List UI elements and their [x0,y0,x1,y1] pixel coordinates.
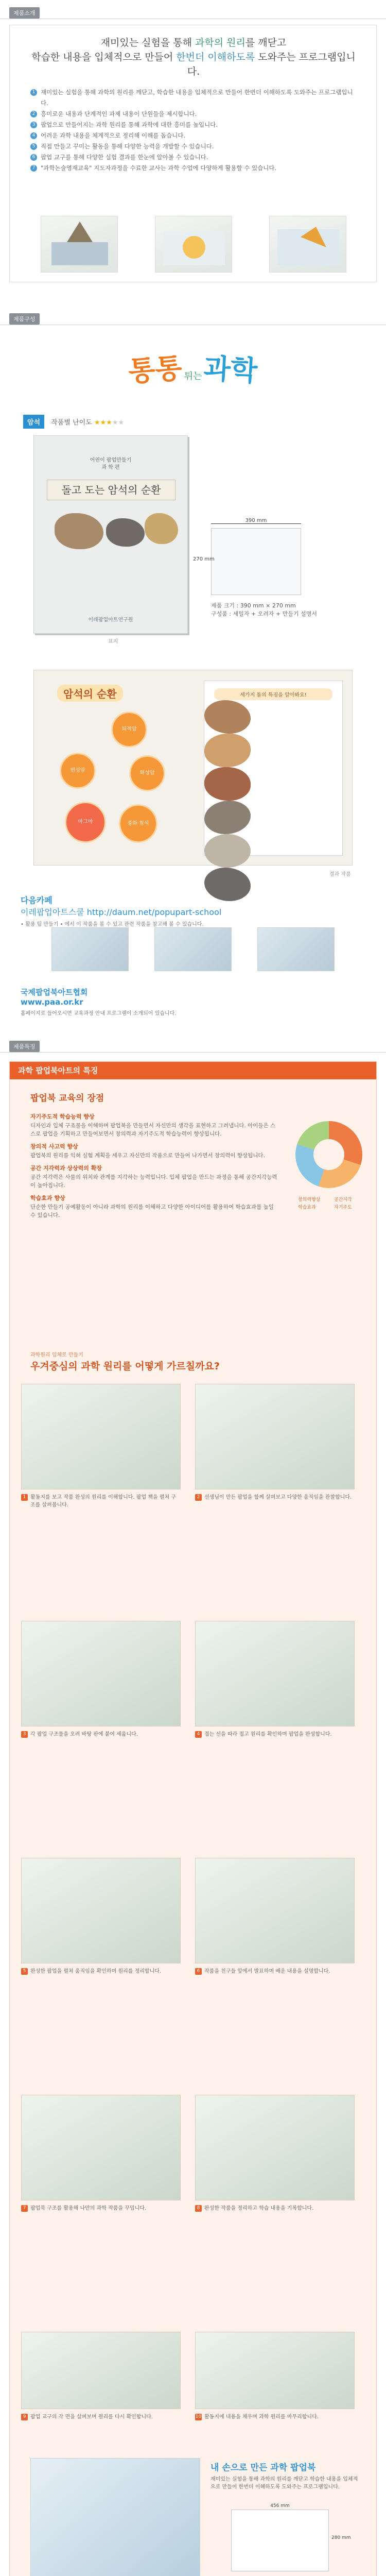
question-title: 우겨중심의 과학 원리를 어떻게 가르칠까요? [30,1361,220,1372]
donut-label: 창의력향상 [298,1197,321,1202]
step-card: 6 작품을 친구들 앞에서 발표하며 배운 내용을 설명합니다. [195,1858,355,1975]
step-card: 5 완성한 팝업을 펼쳐 움직임을 확인하며 원리를 정리합니다. [21,1858,181,1975]
screenshot-thumb [154,927,232,971]
step-photo [195,2332,355,2409]
height-label: 270 mm [193,556,215,562]
step-card: 8 완성한 작품을 정리하고 학습 내용을 기록합니다. [195,2095,355,2212]
book-series: 어린이 팝업만들기 [90,457,132,463]
intro-tagline: 재미있는 실험을 통해 과학의 원리를 깨닫고 학습한 내용을 입체적으로 만들어 한번더 이해하도록 도와주는 프로그램입니다. [31,37,356,77]
cycle-node: 마그마 [65,802,106,843]
size-diagram [211,528,301,595]
book-title: 돌고 도는 암석의 순환 [47,480,176,500]
cycle-node: 풍화·침식 [119,804,157,843]
rock-image [204,834,251,868]
association-reference: 국제팝업북아트협회 www.paa.or.kr 홈페이지로 들어오시면 교육과정 안내 프로그램이 소개되어 있습니다. [21,988,177,1016]
cycle-node: 퇴적암 [111,711,147,748]
donut-label: 자기주도 [334,1205,352,1210]
feature-section [9,1061,377,2576]
section-tag-structure: 제품구성 [9,313,40,325]
final-photo [30,2458,200,2576]
donut-label: 학습효과 [298,1205,316,1210]
spread-caption: 결과 작품 [329,872,351,877]
final-title: 내 손으로 만든 과학 팝업북 [210,2463,316,2473]
difficulty-label: 작품별 난이도 ★★★★★ [51,419,125,427]
screenshot-thumb [51,927,129,971]
panel-title: 세가지 돌의 특징을 알아봐요! [214,688,332,700]
publisher: 이레팝업아트연구원 [88,617,133,623]
benefit-donut [295,1121,362,1188]
cafe-description: • 활용 팁 만들기 • 에서 이 작품을 볼 수 있고 관련 작품을 참고해 볼 수 있습니다. [21,922,204,927]
feature-subtitle: 팝업북 교육의 장점 [30,1093,104,1104]
book-caption: 표지 [108,639,118,645]
final-description: 재미있는 실험을 통해 과학의 원리를 깨닫고 학습한 내용을 입체적으로 만들어 한번더 이해하도록 도와주는 프로그램입니다. [210,2477,358,2490]
step-photo [195,1384,355,1489]
step-photo [21,2332,181,2409]
list-item: 7 "과학논술영재교육" 지도자과정을 수료한 교사는 과학 수업에 다양하게 활용할 수 있습니다. [30,163,360,174]
association-link[interactable]: www.paa.or.kr [21,997,83,1007]
cycle-node: 화성암 [129,755,165,791]
rock-image [145,513,178,544]
rock-image [55,513,103,549]
list-item: 2 흥미로운 내용과 단계적인 과제 내용이 단원들을 제시합니다. [30,109,360,120]
step-photo [195,2095,355,2200]
book-subtitle: 과 학 편 [101,465,120,470]
step-card: 7 팝업북 구조를 활용해 나만의 과학 작품을 꾸밉니다. [21,2095,181,2212]
product-photo-2 [155,216,232,273]
rock-image [204,767,251,801]
cafe-reference: 다음카페 이레팝업아트스쿨 http://daum.net/popupart-school • 활용 팁 만들기 • 에서 이 작품을 볼 수 있고 관련 작품을 참고해 볼 수 있습니다. [21,894,365,927]
step-card: 9 팝업 교구의 각 면을 살펴보며 원리를 다시 확인합니다. [21,2332,181,2421]
step-photo [21,1384,181,1489]
divider [0,1052,386,1053]
step-card: 4 접는 선을 따라 접고 원리를 확인하며 팝업을 완성합니다. [195,1621,355,1738]
question-caption: 과학원리 입체로 만들기 [30,1352,83,1358]
rock-panel [204,681,343,856]
step-photo [21,1621,181,1726]
cafe-link[interactable]: http://daum.net/popupart-school [86,907,222,917]
rock-image [204,734,251,767]
rock-image [204,700,251,734]
feature-list: 자기주도적 학습능력 향상 디자인과 입체 구조물을 이해하며 팝업북을 만들면서 자신만의 생각을 표현하고 그려냅니다. 아이들은 스스로 팝업을 기획하고 만들어보면서 창의력과 자기주도적 학습능력이 향상됩니다. 창의적 사고력 향상 팝업북의 원리를 익혀 실험 계획을 세우고 자신만의 작품으로 만들어 나가면서 창의력이 향상됩니다. 공간 지각력과 상상력의 확장 공간 지각력은 사물의 위치와 관계를 지각하는 능력입니다. 입체 팝업을 만드는 과정을 통해 공간지각능력이 높아집니다. 학습효과 향상 단순한 만들기 공예활동이 아니라 과학의 원리를 이해하고 다양한 아이디어를 활용하여 학습효과를 높일 수 있습니다. [30,1113,277,1218]
product-spec: 제품 크기 : 390 mm × 270 mm 구성품 : 세밀자 + 오려자 + 만들기 설명서 [211,602,318,617]
cafe-name: 이레팝업아트스쿨 [21,907,84,917]
step-card: 1 활동지를 보고 작품 완성의 원리를 이해합니다. 팝업 책을 펼쳐 구조를 살펴봅니다. [21,1384,181,1509]
list-item: 4 어려운 과학 내용을 체계적으로 정리해 이해를 돕습니다. [30,130,360,141]
list-item: 3 팝업으로 만들어지는 과학 원리를 통해 과학에 대한 흥미를 높입니다. [30,120,360,130]
screenshot-thumb [257,927,335,971]
rock-image [106,518,145,547]
book-spread [33,670,353,866]
list-item: 6 팝업 교구를 통해 다양한 실험 결과를 한눈에 알아볼 수 있습니다. [30,152,360,163]
step-card: 2 선생님이 만든 팝업을 함께 살펴보고 다양한 움직임을 관찰합니다. [195,1384,355,1501]
product-photo-3 [269,216,346,273]
section-tag-detail: 제품특징 [9,1041,40,1052]
category-badge: 암석 [23,415,44,429]
width-label: 390 mm [211,518,301,524]
step-photo [21,2095,181,2200]
product-photo-1 [41,216,118,273]
step-card: 3 각 팝업 구조물을 오려 바탕 판에 붙여 세웁니다. [21,1621,181,1738]
donut-label: 공간지각 [334,1197,352,1202]
final-width-label: 456 mm [270,2503,290,2509]
intro-points [30,87,360,174]
cycle-node: 변성암 [60,753,96,789]
step-photo [195,1858,355,1963]
feature-header: 과학 팝업북아트의 특징 [10,1062,376,1079]
step-card: 10 활동지에 내용을 채우며 과학 원리를 마무리합니다. [195,2332,355,2421]
list-item: 5 직접 만들고 꾸미는 활동을 통해 다양한 능력을 개발할 수 있습니다. [30,141,360,152]
final-product [30,2458,360,2576]
final-size-diagram [231,2510,329,2571]
step-photo [21,1858,181,1963]
list-item: 1 재미있는 실험을 통해 과학의 원리를 깨닫고, 학습한 내용을 입체적으로 만들어 한번더 이해하도록 도와주는 프로그램입니다. [30,87,360,109]
book-cover [33,435,188,634]
final-height-label: 280 mm [331,2535,351,2540]
category-row [23,415,124,429]
rock-image [204,801,251,834]
step-photo [195,1621,355,1726]
brand-logo: 통통튀는과학 [127,351,259,388]
intro-box [9,25,377,282]
star-rating-icon: ★★★★★ [94,419,125,427]
section-tag-intro: 제품소개 [9,7,40,19]
spread-title: 암석의 순환 [57,685,123,702]
